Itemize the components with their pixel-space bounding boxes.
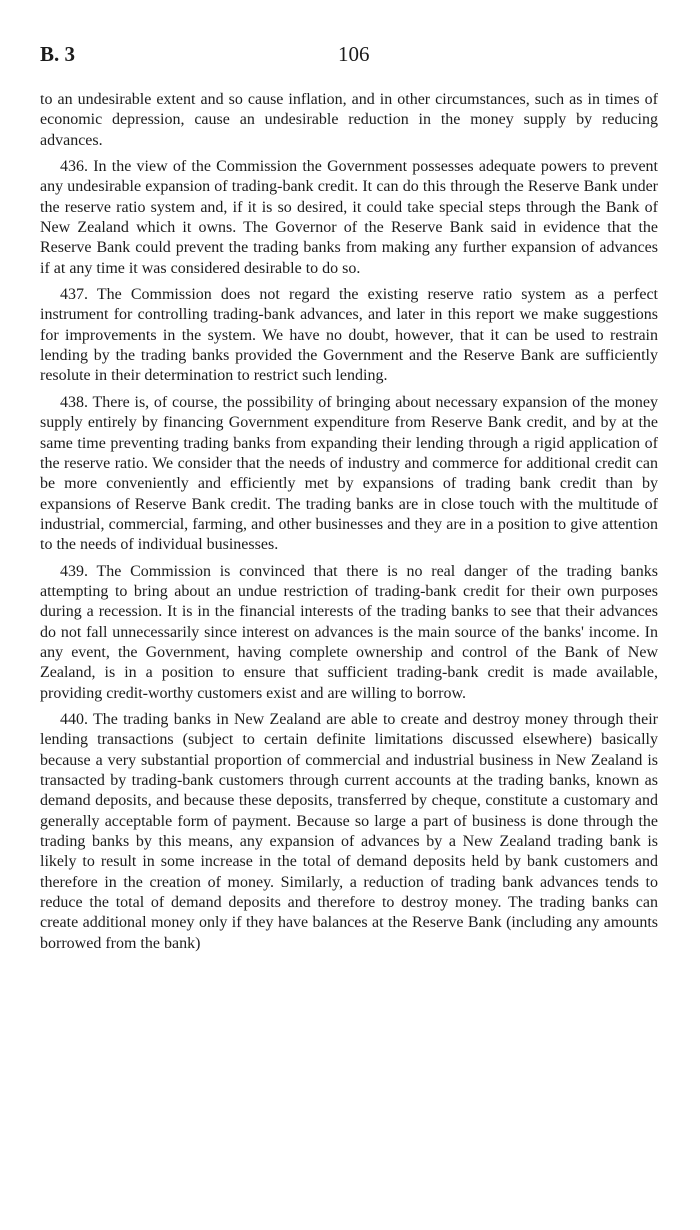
page-body [40,90,658,960]
page-number: 106 [338,42,370,66]
paragraph-436: 436. In the view of the Commission the Government possesses adequate powers to prevent any undesirable expansion of trading-bank credit. It can do this through the Reserve Bank under the reserve ratio system and, if it is so desired, it could take special steps through the Bank of New Zealand which it owns. The Governor of the Reserve Bank said in evidence that the Reserve Bank could prevent the trading banks from making any further expansion of advances if at any time it was considered desirable to do so. [40,158,658,277]
paragraph-437: 437. The Commission does not regard the existing reserve ratio system as a perfect instrument for controlling trading-bank advances, and later in this report we make suggestions for improvements in the system. We have no doubt, however, that it can be used to restrain lending by the trading banks provided the Government and the Reserve Bank are sufficiently resolute in their determination to restrict such lending. [40,286,658,385]
page-header [40,42,660,72]
section-code: B. 3 [40,42,76,66]
paragraph-439: 439. The Commission is convinced that there is no real danger of the trading banks attempting to bring about an undue restriction of trading-bank credit for their own purposes during a recession. It is in the financial interests of the trading banks to see that their advances do not fall unnecessarily since interest on advances is the main source of the banks' income. In any event, the Government, having complete ownership and control of the Bank of New Zealand, is in a position to ensure that sufficient trading-bank credit is made available, providing credit-worthy customers exist and are willing to borrow. [40,562,658,702]
paragraph-438: 438. There is, of course, the possibility of bringing about necessary expansion of the money supply entirely by financing Government expenditure from Reserve Bank credit, and by at the same time preventing trading banks from expanding their lending through a rigid application of the reserve ratio. We consider that the needs of industry and commerce for additional credit can be more conveniently and efficiently met by expansions of trading bank credit than by expansions of Reserve Bank credit. The trading banks are in close touch with the multitude of industrial, commercial, farming, and other businesses and they are in a position to give attention to the needs of individual businesses. [40,393,658,554]
paragraph-440: 440. The trading banks in New Zealand are able to create and destroy money through their lending transactions (subject to certain definite limitations discussed elsewhere) basically because a very substantial proportion of commercial and industrial business in New Zealand is transacted by trading-bank customers through current accounts at the trading banks, known as demand deposits, and because these deposits, transferred by cheque, constitute a customary and generally acceptable form of payment. Because so large a part of business is done through the trading banks by this means, any expansion of advances by a New Zealand trading bank is likely to result in some increase in the total of demand deposits held by bank customers and therefore in the creation of money. Similarly, a reduction of trading bank advances tends to reduce the total of demand deposits and therefore to destroy money. The trading banks can create additional money only if they have balances at the Reserve Bank (including any amounts borrowed from the bank) [40,710,658,952]
paragraph-continuation: to an undesirable extent and so cause inflation, and in other circumstances, such as in times of economic depression, cause an undesirable reduction in the money supply by reducing advances. [40,91,658,149]
